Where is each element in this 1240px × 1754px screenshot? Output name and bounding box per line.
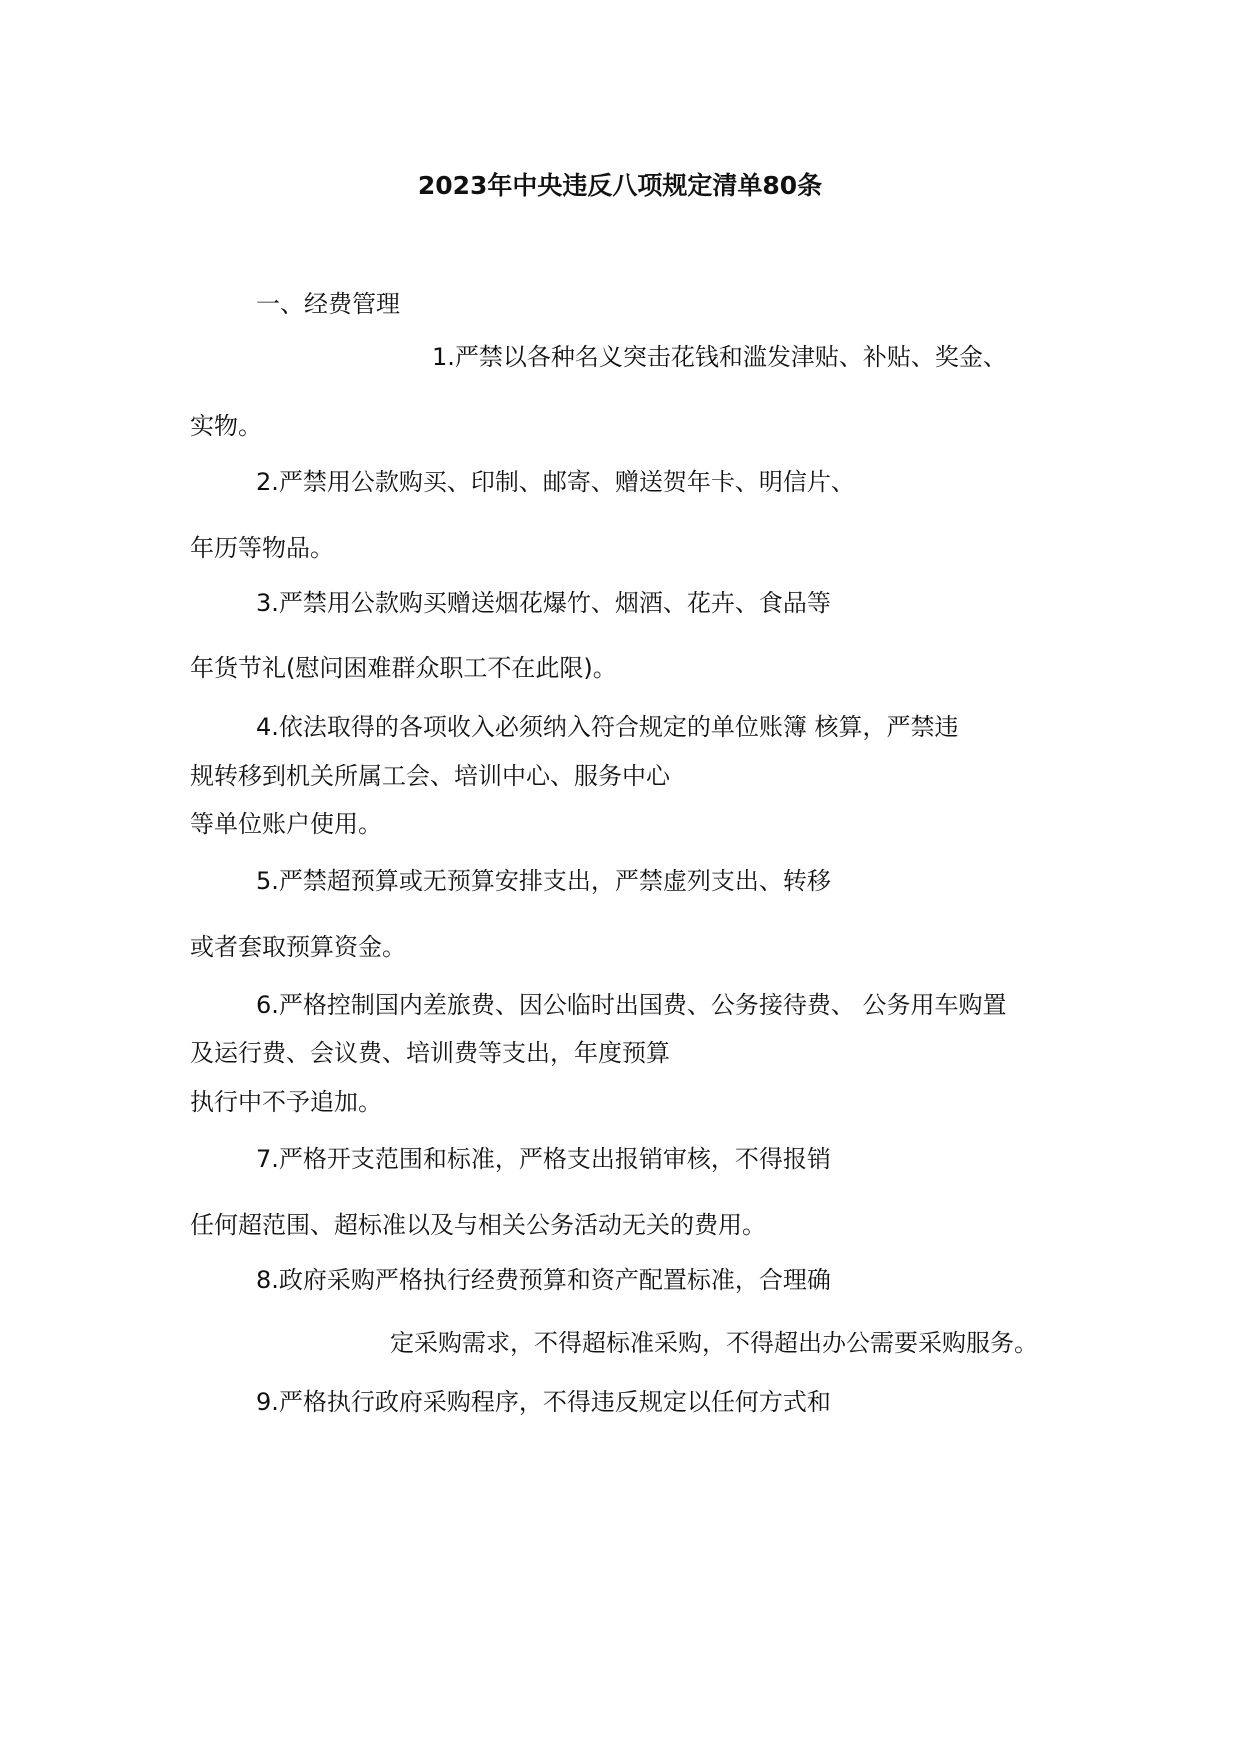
- item-1-line-2: 实物。: [190, 412, 262, 440]
- item-6-line-1: 6.严格控制国内差旅费、因公临时出国费、公务接待费、 公务用车购置: [256, 991, 1007, 1019]
- item-8-line-1: 8.政府采购严格执行经费预算和资产配置标准，合理确: [256, 1266, 831, 1294]
- item-4-line-3: 等单位账户使用。: [190, 810, 382, 838]
- section-heading: 一、经费管理: [256, 290, 400, 318]
- item-7-line-1: 7.严格开支范围和标准，严格支出报销审核，不得报销: [256, 1145, 831, 1173]
- item-5-line-2: 或者套取预算资金。: [190, 933, 406, 961]
- item-3-line-1: 3.严禁用公款购买赠送烟花爆竹、烟酒、花卉、食品等: [256, 589, 831, 617]
- item-1-line-1: 1.严禁以各种名义突击花钱和滥发津贴、补贴、奖金、: [432, 343, 1007, 371]
- item-2-line-1: 2.严禁用公款购买、印制、邮寄、赠送贺年卡、明信片、: [256, 468, 855, 496]
- item-9-line-1: 9.严格执行政府采购程序，不得违反规定以任何方式和: [256, 1388, 831, 1416]
- item-7-line-2: 任何超范围、超标准以及与相关公务活动无关的费用。: [190, 1211, 766, 1239]
- document-title: 2023年中央违反八项规定清单80条: [417, 171, 823, 200]
- item-4-line-1: 4.依法取得的各项收入必须纳入符合规定的单位账簿 核算，严禁违: [256, 713, 959, 741]
- item-4-line-2: 规转移到机关所属工会、培训中心、服务中心: [190, 762, 670, 790]
- item-2-line-2: 年历等物品。: [190, 534, 334, 562]
- item-5-line-1: 5.严禁超预算或无预算安排支出，严禁虚列支出、转移: [256, 867, 831, 895]
- item-6-line-3: 执行中不予追加。: [190, 1088, 382, 1116]
- item-8-line-2: 定采购需求，不得超标准采购，不得超出办公需要采购服务。: [390, 1329, 1038, 1357]
- item-3-line-2: 年货节礼(慰问困难群众职工不在此限)。: [190, 654, 617, 682]
- item-6-line-2: 及运行费、会议费、培训费等支出，年度预算: [190, 1039, 670, 1067]
